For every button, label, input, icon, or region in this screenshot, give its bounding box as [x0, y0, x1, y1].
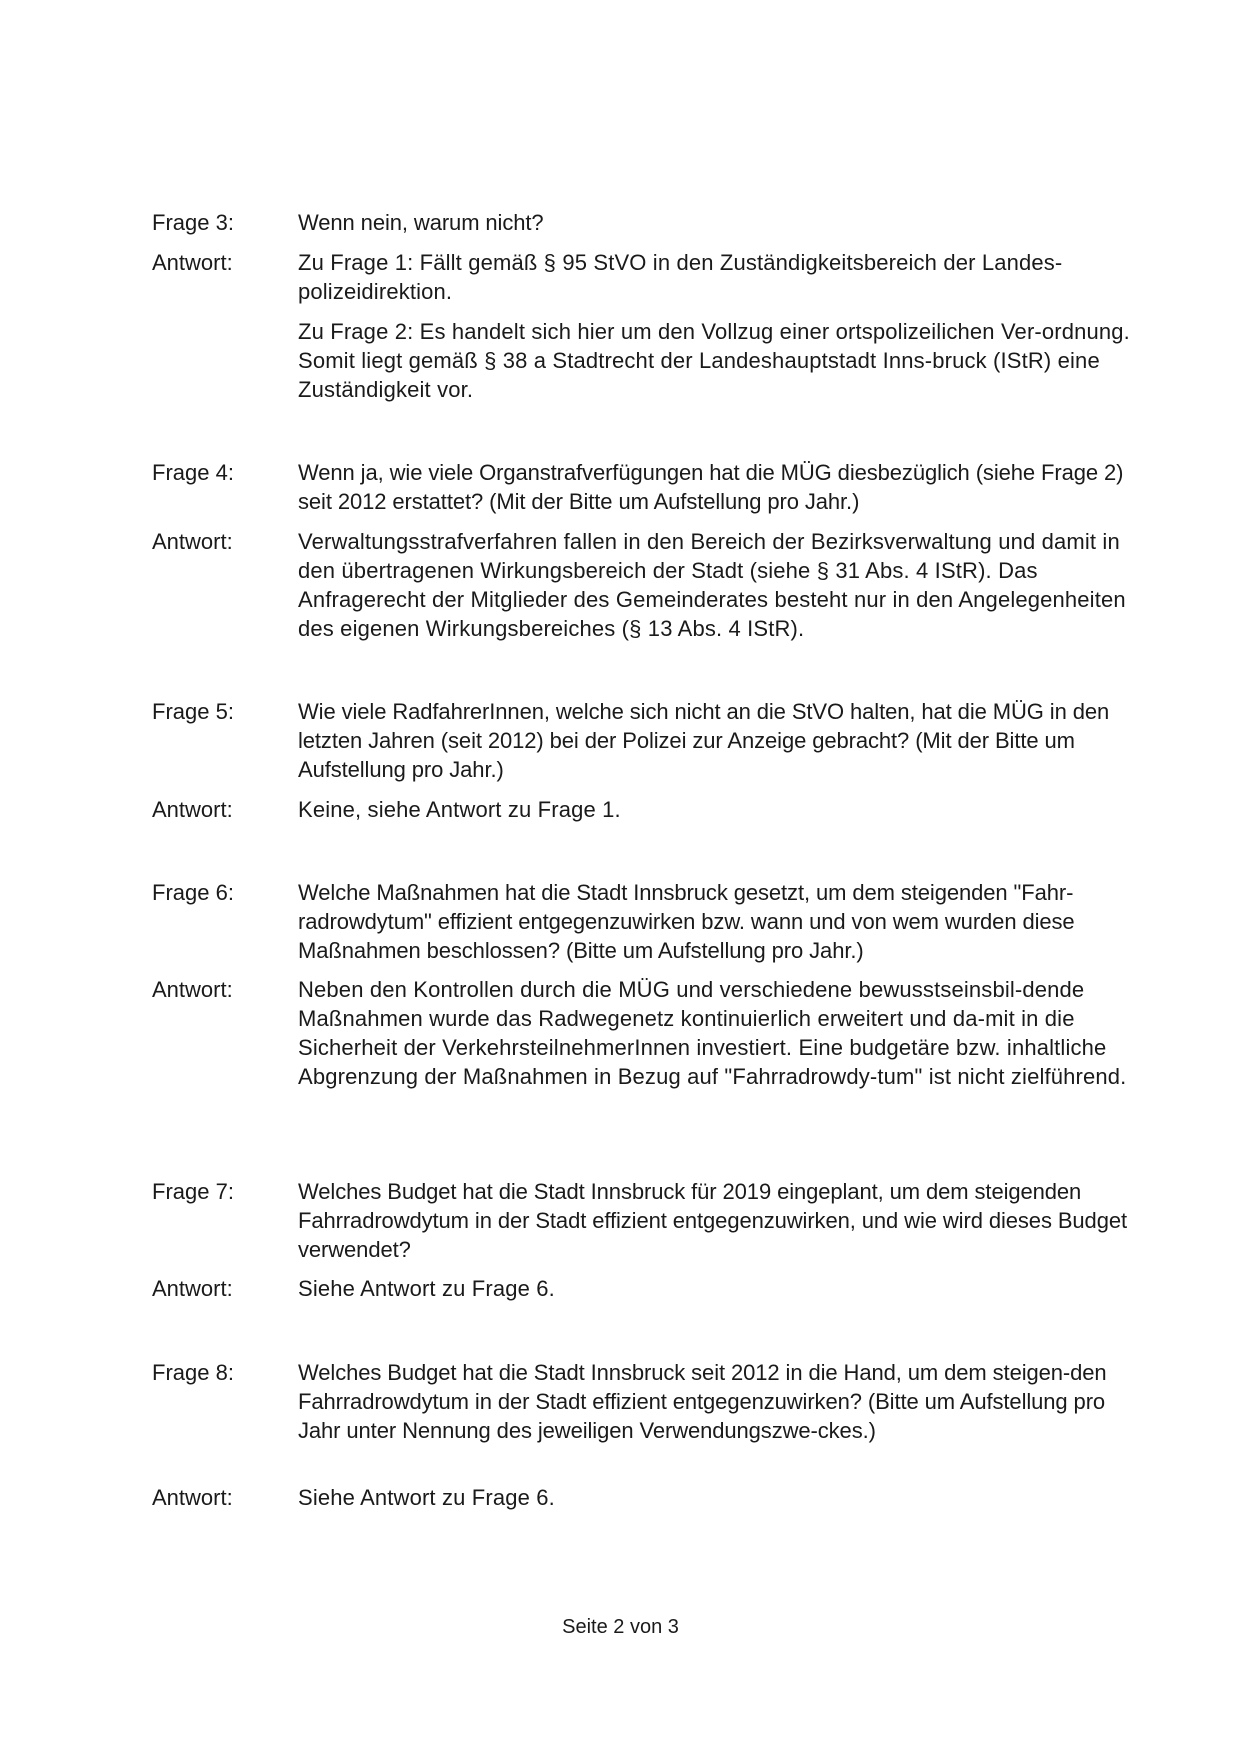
question-3 — [152, 208, 1132, 237]
answer-paragraph: Keine, siehe Antwort zu Frage 1. — [298, 797, 621, 822]
answer-paragraph: Zu Frage 1: Fällt gemäß § 95 StVO in den Zuständigkeitsbereich der Landes-polizeidirektion. — [298, 250, 1063, 304]
question-text: Wenn ja, wie viele Organstrafverfügungen hat die MÜG diesbezüglich (siehe Frage 2) seit 2012 erstattet? (Mit der Bitte um Aufstellung pro Jahr.) — [298, 460, 1124, 514]
question-4 — [152, 458, 1132, 516]
question-label: Frage 4: — [152, 460, 234, 485]
question-text: Wenn nein, warum nicht? — [298, 210, 544, 235]
page-number: Seite 2 von 3 — [562, 1616, 679, 1638]
answer-label: Antwort: — [152, 1485, 233, 1510]
answer-label: Antwort: — [152, 529, 233, 554]
question-label: Frage 7: — [152, 1179, 234, 1204]
question-label: Frage 8: — [152, 1360, 234, 1385]
answer-3 — [152, 248, 1132, 404]
answer-label: Antwort: — [152, 977, 233, 1002]
answer-paragraph: Verwaltungsstrafverfahren fallen in den Bereich der Bezirksverwaltung und damit in den übertragenen Wirkungsbereich der Stadt (siehe § 31 Abs. 4 IStR). Das Anfragerecht der Mitglieder des Gemeinderates besteht nur in den Angelegenheiten des eigenen Wirkungsbereiches (§ 13 Abs. 4 IStR). — [298, 529, 1126, 641]
question-label: Frage 5: — [152, 699, 234, 724]
answer-paragraph: Neben den Kontrollen durch die MÜG und verschiedene bewusstseinsbil-dende Maßnahmen wurde das Radwegenetz kontinuierlich erweitert und da-mit in die Sicherheit der VerkehrsteilnehmerInnen investiert. Eine budgetäre bzw. inhaltliche Abgrenzung der Maßnahmen in Bezug auf "Fahrradrowdy-tum" ist nicht zielführend. — [298, 977, 1127, 1089]
answer-7 — [152, 1274, 1132, 1303]
question-text: Welches Budget hat die Stadt Innsbruck seit 2012 in die Hand, um dem steigen-den Fahrradrowdytum in der Stadt effizient entgegenzuwirken? (Bitte um Aufstellung pro Jahr unter Nennung des jeweiligen Verwendungszwe-ckes.) — [298, 1360, 1107, 1443]
question-6 — [152, 878, 1132, 965]
answer-8 — [152, 1483, 1132, 1512]
question-label: Frage 6: — [152, 880, 234, 905]
answer-label: Antwort: — [152, 797, 233, 822]
answer-4 — [152, 527, 1132, 643]
question-7 — [152, 1177, 1132, 1264]
answer-5 — [152, 795, 1132, 824]
question-text: Wie viele RadfahrerInnen, welche sich nicht an die StVO halten, hat die MÜG in den letzten Jahren (seit 2012) bei der Polizei zur Anzeige gebracht? (Mit der Bitte um Aufstellung pro Jahr.) — [298, 699, 1110, 782]
answer-paragraph: Siehe Antwort zu Frage 6. — [298, 1276, 555, 1301]
answer-6 — [152, 975, 1132, 1091]
question-text: Welche Maßnahmen hat die Stadt Innsbruck gesetzt, um dem steigenden "Fahr-radrowdytum" effizient entgegenzuwirken bzw. wann und von wem wurden diese Maßnahmen beschlossen? (Bitte um Aufstellung pro Jahr.) — [298, 880, 1075, 963]
question-8 — [152, 1358, 1132, 1445]
answer-label: Antwort: — [152, 250, 233, 275]
question-label: Frage 3: — [152, 210, 234, 235]
question-text: Welches Budget hat die Stadt Innsbruck für 2019 eingeplant, um dem steigenden Fahrradrowdytum in der Stadt effizient entgegenzuwirken, und wie wird dieses Budget verwendet? — [298, 1179, 1127, 1262]
answer-paragraph: Zu Frage 2: Es handelt sich hier um den Vollzug einer ortspolizeilichen Ver-ordnung. Somit liegt gemäß § 38 a Stadtrecht der Landeshauptstadt Inns-bruck (IStR) eine Zuständigkeit vor. — [298, 319, 1130, 402]
answer-paragraph: Siehe Antwort zu Frage 6. — [298, 1485, 555, 1510]
question-5 — [152, 697, 1132, 784]
answer-label: Antwort: — [152, 1276, 233, 1301]
